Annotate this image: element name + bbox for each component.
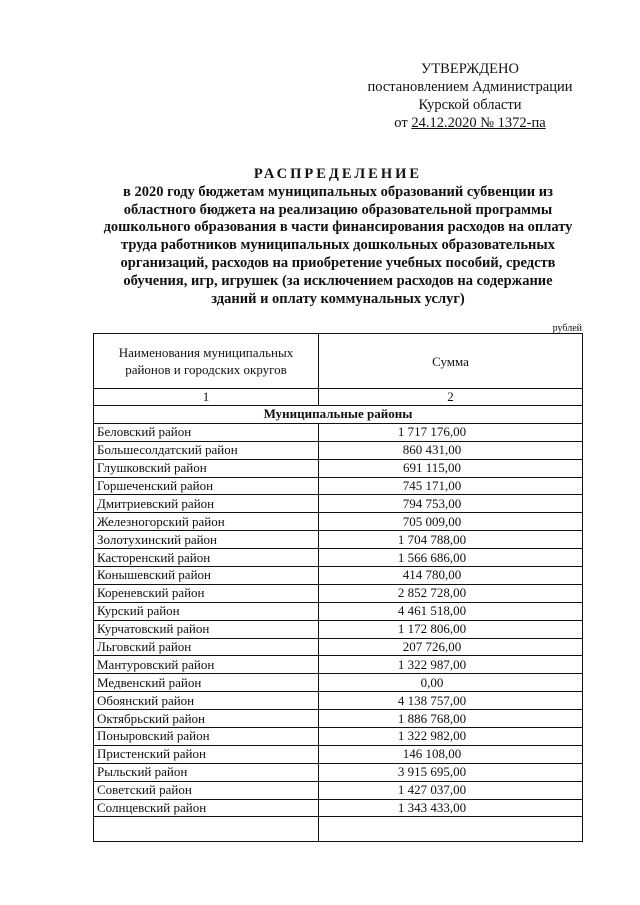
district-name: Октябрьский район — [94, 710, 319, 728]
table-row — [94, 799, 583, 817]
table-row — [94, 423, 583, 441]
title-line: в 2020 году бюджетам муниципальных образований субвенции из — [123, 183, 553, 200]
district-amount: 207 726,00 — [319, 638, 583, 656]
district-name: Большесолдатский район — [94, 441, 319, 459]
title-line: зданий и оплату коммунальных услуг) — [211, 290, 465, 307]
currency-unit: рублей — [552, 323, 582, 334]
district-amount: 1 717 176,00 — [319, 423, 583, 441]
table-row — [94, 567, 583, 585]
empty-cell — [94, 817, 319, 842]
district-name: Льговский район — [94, 638, 319, 656]
table-row — [94, 674, 583, 692]
district-amount: 2 852 728,00 — [319, 584, 583, 602]
district-name: Глушковский район — [94, 459, 319, 477]
title-line: труда работников муниципальных дошкольных образовательных — [121, 237, 555, 254]
district-name: Золотухинский район — [94, 531, 319, 549]
district-name: Кореневский район — [94, 584, 319, 602]
district-name: Обоянский район — [94, 692, 319, 710]
column-number-2: 2 — [319, 389, 583, 406]
table-row — [94, 656, 583, 674]
approval-order-prefix: от — [394, 115, 408, 131]
district-amount: 1 343 433,00 — [319, 799, 583, 817]
district-amount: 3 915 695,00 — [319, 763, 583, 781]
district-amount: 1 886 768,00 — [319, 710, 583, 728]
district-amount: 1 427 037,00 — [319, 781, 583, 799]
title-line: организаций, расходов на приобретение учебных пособий, средств — [120, 254, 556, 271]
district-name: Мантуровский район — [94, 656, 319, 674]
column-header-amount: Сумма — [319, 334, 583, 389]
approval-stamp — [340, 60, 600, 132]
district-name: Пристенский район — [94, 745, 319, 763]
district-name: Курский район — [94, 602, 319, 620]
table-row — [94, 513, 583, 531]
distribution-table — [93, 333, 583, 842]
table-row — [94, 495, 583, 513]
district-amount: 1 322 982,00 — [319, 728, 583, 746]
title-line: обучения, игр, игрушек (за исключением расходов на содержание — [123, 272, 553, 289]
district-amount: 794 753,00 — [319, 495, 583, 513]
district-name: Советский район — [94, 781, 319, 799]
table-row — [94, 638, 583, 656]
title-line: областного бюджета на реализацию образовательной программы — [123, 201, 553, 218]
table-row — [94, 441, 583, 459]
district-amount: 1 566 686,00 — [319, 549, 583, 567]
table-row-empty — [94, 817, 583, 842]
district-name: Конышевский район — [94, 567, 319, 585]
table-row — [94, 531, 583, 549]
approval-order — [340, 114, 600, 132]
district-amount: 1 322 987,00 — [319, 656, 583, 674]
district-name: Железногорский район — [94, 513, 319, 531]
district-amount: 1 172 806,00 — [319, 620, 583, 638]
table-header-row — [94, 334, 583, 389]
table-row — [94, 745, 583, 763]
approval-order-number: 24.12.2020 № 1372-па — [411, 115, 546, 131]
district-name: Поныровский район — [94, 728, 319, 746]
district-amount: 691 115,00 — [319, 459, 583, 477]
document-heading: РАСПРЕДЕЛЕНИЕ — [253, 166, 423, 182]
district-amount: 745 171,00 — [319, 477, 583, 495]
title-line: дошкольного образования в части финансирования расходов на оплату — [103, 219, 573, 236]
district-amount: 146 108,00 — [319, 745, 583, 763]
approval-title: УТВЕРЖДЕНО — [421, 61, 519, 77]
document-title — [88, 166, 588, 308]
column-header-name: Наименования муниципальных районов и городских округов — [94, 334, 319, 389]
table-row — [94, 781, 583, 799]
table-row — [94, 728, 583, 746]
table-row — [94, 549, 583, 567]
district-amount: 4 138 757,00 — [319, 692, 583, 710]
district-name: Курчатовский район — [94, 620, 319, 638]
district-amount: 414 780,00 — [319, 567, 583, 585]
district-amount: 1 704 788,00 — [319, 531, 583, 549]
table-row — [94, 459, 583, 477]
table-row — [94, 477, 583, 495]
district-amount: 4 461 518,00 — [319, 602, 583, 620]
district-name: Солнцевский район — [94, 799, 319, 817]
district-amount: 860 431,00 — [319, 441, 583, 459]
table-row — [94, 584, 583, 602]
approval-region: Курской области — [418, 97, 522, 113]
column-number-row — [94, 389, 583, 406]
district-name: Дмитриевский район — [94, 495, 319, 513]
table-row — [94, 620, 583, 638]
district-name: Горшеченский район — [94, 477, 319, 495]
approval-authority: постановлением Администрации — [367, 79, 573, 95]
district-amount: 705 009,00 — [319, 513, 583, 531]
empty-cell — [319, 817, 583, 842]
column-number-1: 1 — [94, 389, 319, 406]
section-row — [94, 406, 583, 424]
district-amount: 0,00 — [319, 674, 583, 692]
district-name: Касторенский район — [94, 549, 319, 567]
table-row — [94, 692, 583, 710]
table-row — [94, 602, 583, 620]
district-name: Беловский район — [94, 423, 319, 441]
section-title: Муниципальные районы — [94, 406, 583, 424]
table-row — [94, 710, 583, 728]
table-row — [94, 763, 583, 781]
district-name: Медвенский район — [94, 674, 319, 692]
district-name: Рыльский район — [94, 763, 319, 781]
